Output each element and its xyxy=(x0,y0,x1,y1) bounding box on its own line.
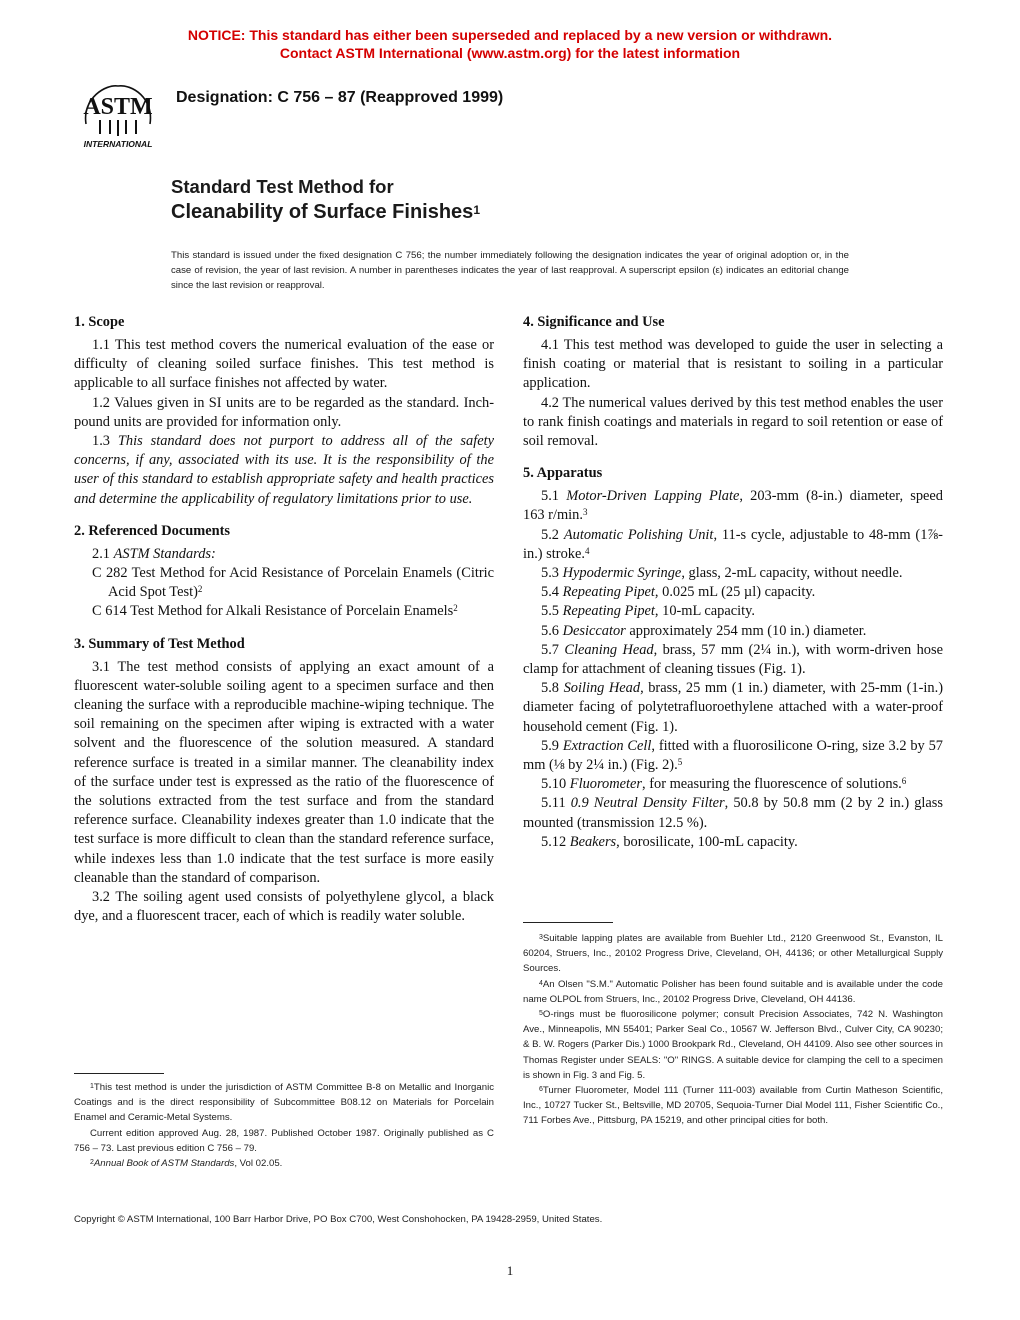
footnote-3 xyxy=(523,931,943,977)
section-4-heading: 4. Significance and Use xyxy=(523,314,665,330)
supersession-notice xyxy=(0,26,1020,62)
footnote-6 xyxy=(523,1083,943,1129)
apparatus-item-num: 5.2 xyxy=(541,526,559,543)
logo-subtext: INTERNATIONAL xyxy=(83,139,153,149)
apparatus-item-num: 5.5 xyxy=(541,603,559,620)
footnote-5 xyxy=(523,1007,943,1083)
apparatus-item-footnote-ref[interactable]: 3 xyxy=(582,507,588,518)
apparatus-list xyxy=(523,487,943,852)
footnote-1-text: This test method is under the jurisdiction of ASTM Committee B-8 on Metallic and Inorganic Coatings and is the direct responsibility of Subcommittee B08.12 on Materials for Porcelain Enamel and Ceramic-Metal Systems. xyxy=(74,1082,494,1124)
apparatus-item-text: approximately 254 mm (10 in.) diameter. xyxy=(625,622,867,639)
para-1-3-num: 1.3 xyxy=(92,433,110,450)
apparatus-item xyxy=(523,564,943,583)
apparatus-item-name: Automatic Polishing Unit xyxy=(563,526,714,543)
apparatus-item-text: , 0.025 mL (25 µl) capacity. xyxy=(654,584,816,601)
apparatus-item-num: 5.7 xyxy=(541,641,559,658)
left-footnotes xyxy=(74,1080,494,1171)
footnote-4-num: 4 xyxy=(539,979,543,987)
footnote-2-title: Annual Book of ASTM Standards xyxy=(93,1158,235,1170)
footnote-2-num: 2 xyxy=(90,1159,94,1167)
footnote-1-num: 1 xyxy=(90,1083,94,1090)
apparatus-item-text: , 11-s cycle, adjustable to 48-mm (1⅞-in.) stroke. xyxy=(523,526,943,562)
notice-line-2: Contact ASTM International (www.astm.org) for the latest information xyxy=(279,45,741,61)
para-1-3 xyxy=(74,432,494,509)
apparatus-item-num: 5.11 xyxy=(541,795,566,812)
apparatus-item-text: , 203-mm (8-in.) diameter, speed 163 r/min. xyxy=(523,488,943,524)
apparatus-item-num: 5.8 xyxy=(541,680,559,697)
apparatus-item-name: 0.9 Neutral Density Filter xyxy=(570,795,725,812)
apparatus-item xyxy=(523,737,943,775)
apparatus-item-name: Cleaning Head xyxy=(564,641,654,658)
apparatus-item xyxy=(523,641,943,679)
footnote-6-num: 6 xyxy=(539,1086,543,1094)
para-2-1-text: ASTM Standards: xyxy=(113,545,216,562)
section-3-heading: 3. Summary of Test Method xyxy=(74,635,245,652)
apparatus-item xyxy=(523,775,943,794)
designation: Designation: C 756 – 87 (Reapproved 1999) xyxy=(176,89,504,106)
apparatus-item-num: 5.10 xyxy=(541,776,567,793)
apparatus-item-num: 5.6 xyxy=(541,622,559,639)
para-1-3-text: This standard does not purport to address all of the safety concerns, if any, associated with its use. It is the responsibility of the user of this standard to establish appropriate safety and health practices and determine the applicability of regulatory limitations prior to use. xyxy=(74,433,494,507)
footnote-5-num: 5 xyxy=(539,1010,543,1018)
right-footnotes xyxy=(523,931,943,1129)
apparatus-item xyxy=(523,583,943,602)
issuance-note: This standard is issued under the fixed designation C 756; the number immediately following the designation indicates the year of original adoption or, in the case of revision, the year of last revision. A number in parentheses indicates the year of last reapproval. A superscript epsilon (ε) indicates an editorial change since the last revision or reapproval. xyxy=(171,250,849,291)
para-2-1-num: 2.1 xyxy=(92,545,110,562)
apparatus-item xyxy=(523,602,943,621)
footnote-4 xyxy=(523,977,943,1007)
apparatus-item-text: , for measuring the fluorescence of solutions. xyxy=(642,776,902,793)
apparatus-item-footnote-ref[interactable]: 5 xyxy=(677,757,683,768)
ref-c614 xyxy=(90,602,494,621)
apparatus-item-name: Beakers xyxy=(569,833,617,850)
apparatus-item-text: , fitted with a fluorosilicone O-ring, size 3.2 by 57 mm (⅛ by 2¼ in.) (Fig. 2). xyxy=(523,737,943,774)
title-footnote-ref[interactable]: 1 xyxy=(473,203,480,217)
para-2-1 xyxy=(74,545,494,564)
footnote-4-text: An Olsen "S.M." Automatic Polisher has been found suitable and is available under the code name OLPOL from Struers, Inc., 20102 Progress Drive, Cleveland, OH 44136. xyxy=(523,978,943,1005)
footnote-2 xyxy=(74,1156,494,1171)
apparatus-item-name: Motor-Driven Lapping Plate xyxy=(566,488,740,505)
footnote-3-num: 3 xyxy=(539,934,543,941)
ref-c282-fn[interactable]: 2 xyxy=(197,584,203,595)
apparatus-item-name: Extraction Cell xyxy=(562,737,652,754)
apparatus-item-name: Hypodermic Syringe xyxy=(562,565,682,582)
footnote-5-text: O-rings must be fluorosilicone polymer; consult Precision Associates, 742 N. Washington Ave., Minneapolis, MN 55401; Parker Seal Co., 10567 W. Jefferson Blvd., Culver City, CA 90230; & B. W. Rogers (Parker Dis.) 1000 Brookpark Rd., Cleveland, OH 44109. Also see other sources in Thomas Register under SEALS: "O" RINGS. A suitable device for clamping the cell to a specimen is shown in Fig. 3 and Fig. 5. xyxy=(523,1009,943,1081)
footnote-1 xyxy=(74,1080,494,1126)
footnote-6-text: Turner Fluorometer, Model 111 (Turner 111-003) available from Curtin Matheson Scientific, Inc., 10727 Tucker St., Beltsville, MD 20705, Sequoia-Turner Dial Model 111, Fisher Scientific Co., 711 Forbes Ave., Pittsburg, PA 15219, and other principal cities for both. xyxy=(523,1085,943,1127)
para-4-2: 4.2 The numerical values derived by this test method enables the user to rank finish coatings and materials in regard to soil retention or ease of soil removal. xyxy=(523,394,943,450)
apparatus-item xyxy=(523,622,943,641)
apparatus-item-text: , brass, 25 mm (1 in.) diameter, with 25-mm (1-in.) diameter facing of polytetrafluoroethylene attached with a water-proof household cement (Fig. 1). xyxy=(523,680,943,735)
logo-text: ASTM xyxy=(83,94,153,120)
title-line-1: Standard Test Method for xyxy=(171,176,394,197)
apparatus-item-num: 5.3 xyxy=(541,565,559,582)
document-title xyxy=(171,175,480,225)
apparatus-item-text: , 50.8 by 50.8 mm (2 by 2 in.) glass mounted (transmission 12.5 %). xyxy=(523,795,943,831)
ref-c614-fn[interactable]: 2 xyxy=(453,603,458,614)
apparatus-item-text: , 10-mL capacity. xyxy=(654,603,755,620)
title-line-2: Cleanability of Surface Finishes xyxy=(171,201,474,223)
section-5-heading: 5. Apparatus xyxy=(523,465,603,482)
right-column xyxy=(523,312,943,852)
section-1-heading: 1. Scope xyxy=(74,314,125,330)
apparatus-item xyxy=(523,833,943,852)
astm-logo xyxy=(76,78,160,152)
apparatus-item-name: Fluorometer xyxy=(569,776,643,793)
apparatus-item-num: 5.4 xyxy=(541,584,559,601)
apparatus-item-name: Repeating Pipet xyxy=(562,603,655,620)
apparatus-item xyxy=(523,794,943,832)
apparatus-item-footnote-ref[interactable]: 6 xyxy=(901,776,907,787)
right-footnote-rule xyxy=(523,922,613,923)
ref-c282 xyxy=(90,564,494,602)
apparatus-item xyxy=(523,679,943,737)
apparatus-item-text: , borosilicate, 100-mL capacity. xyxy=(616,833,798,850)
apparatus-item-name: Desiccator xyxy=(562,622,626,639)
ref-c614-text: C 614 Test Method for Alkali Resistance of Porcelain Enamels xyxy=(92,603,454,620)
notice-line-1: NOTICE: This standard has either been superseded and replaced by a new version or withdrawn. xyxy=(187,27,833,43)
page-number: 1 xyxy=(506,1263,514,1278)
copyright: Copyright © ASTM International, 100 Barr Harbor Drive, PO Box C700, West Conshohocken, PA 19428-2959, United States. xyxy=(74,1214,603,1225)
footnote-1b: Current edition approved Aug. 28, 1987. Published October 1987. Originally published as C 756 – 73. Last previous edition C 756 – 79. xyxy=(74,1127,494,1154)
apparatus-item-text: , brass, 57 mm (2¼ in.), with worm-driven hose clamp for attachment of cleaning tissues (Fig. 1). xyxy=(523,641,943,678)
section-2-heading: 2. Referenced Documents xyxy=(74,522,230,539)
apparatus-item xyxy=(523,526,943,564)
apparatus-item-num: 5.9 xyxy=(541,737,559,754)
ref-c282-text: C 282 Test Method for Acid Resistance of Porcelain Enamels (Citric Acid Spot Test) xyxy=(92,565,494,601)
apparatus-item-name: Soiling Head xyxy=(563,680,641,697)
para-3-1: 3.1 The test method consists of applying an exact amount of a fluorescent water-soluble soiling agent to a specimen surface and then cleaning the surface with a reproducible machine-wiping technique. The soil remaining on the specimen after wiping is extracted with a water solvent and the fluorescence of the solution measured. A standard reference surface is treated in a similar manner. The cleanability index of the surface under test is expressed as the ratio of the fluorescence of the solutions extracted from the test surface and from the standard reference surface. Cleanability indexes greater than 1.0 indicate that the test surface is more difficult to clean than the standard reference surface, while indexes less than 1.0 indicate that the test surface is more easily cleanable than the standard of comparison. xyxy=(74,658,494,886)
apparatus-item-footnote-ref[interactable]: 4 xyxy=(584,545,590,556)
apparatus-item-num: 5.1 xyxy=(541,488,559,505)
para-4-1: 4.1 This test method was developed to guide the user in selecting a finish coating or material that is resistant to soiling in a particular application. xyxy=(523,337,943,392)
apparatus-item xyxy=(523,487,943,525)
footnote-3-text: Suitable lapping plates are available from Buehler Ltd., 2120 Greenwood St., Evanston, IL 60204, Struers, Inc., 20102 Progress Drive, Cleveland, OH, 44136; or other Metallurgical Supply Sources. xyxy=(523,933,943,975)
para-3-2: 3.2 The soiling agent used consists of polyethylene glycol, a black dye, and a fluorescent tracer, each of which is readily water soluble. xyxy=(74,889,494,925)
footnote-2-rest: , Vol 02.05. xyxy=(234,1158,283,1170)
para-1-1: 1.1 This test method covers the numerical evaluation of the ease or difficulty of cleaning soiled surface finishes. This test method is applicable to all surface finishes not affected by water. xyxy=(74,337,494,392)
apparatus-item-text: , glass, 2-mL capacity, without needle. xyxy=(681,565,903,582)
apparatus-item-name: Repeating Pipet xyxy=(562,584,655,601)
para-1-2: 1.2 Values given in SI units are to be regarded as the standard. Inch-pound units are provided for information only. xyxy=(74,394,494,430)
left-column xyxy=(74,312,494,926)
left-footnote-rule xyxy=(74,1073,164,1074)
apparatus-item-num: 5.12 xyxy=(541,833,567,850)
